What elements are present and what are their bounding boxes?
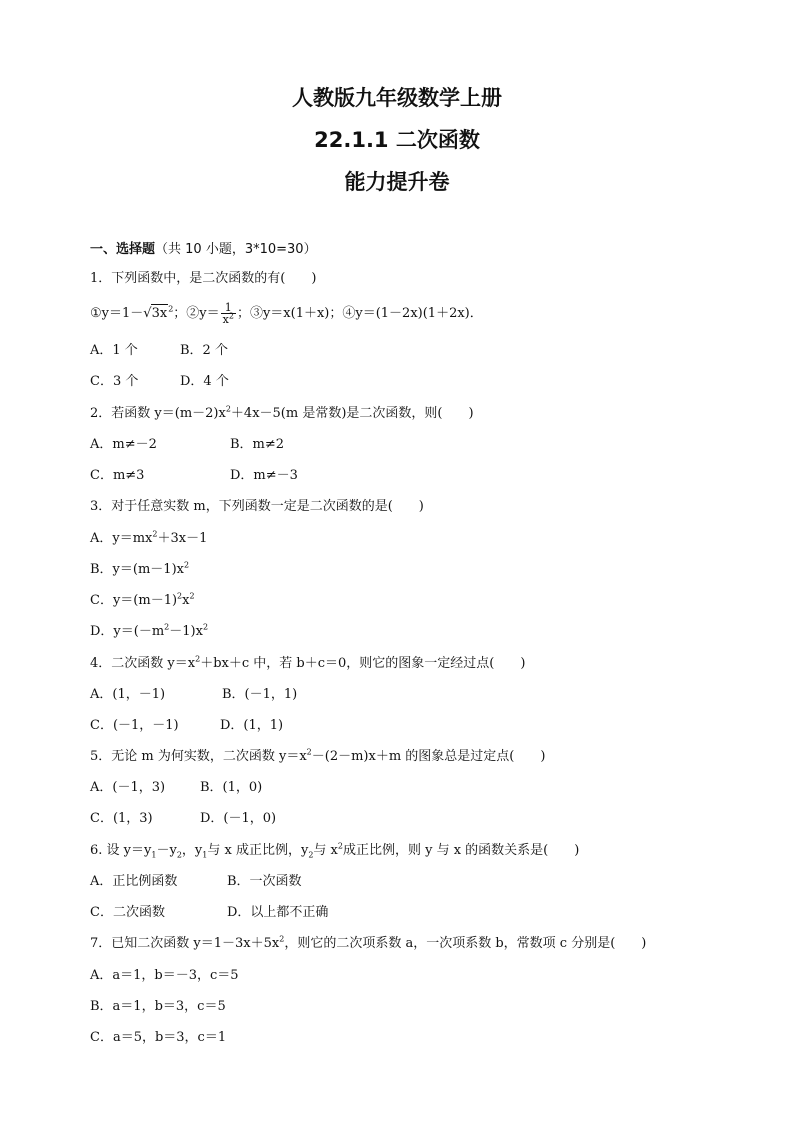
- option-d: D．4 个: [180, 374, 229, 389]
- question-4-options-cd: [90, 717, 283, 735]
- option-a: A．m≠－2: [90, 437, 157, 452]
- document-subtitle-2: 能力提升卷: [344, 170, 450, 194]
- question-7-option-c: C．a＝5，b＝3，c＝1: [90, 1030, 227, 1045]
- option-b: B．(1，0): [200, 780, 263, 795]
- option-a: A．1 个: [90, 343, 138, 358]
- question-5-stem: 5．无论 m 为何实数，二次函数 $y=x^2-(2-m)x+m$ 的图象总是过定点( ): [90, 747, 546, 764]
- question-6-options-cd: [90, 904, 328, 922]
- option-c: C．m≠3: [90, 468, 145, 483]
- option-c: C．(－1，－1): [90, 718, 179, 733]
- question-4-options-ab: [90, 686, 297, 704]
- question-3-option-a: A．$y=mx^2+3x-1$: [90, 529, 208, 546]
- question-1-stem: 1．下列函数中，是二次函数的有( ): [90, 271, 317, 286]
- question-3-stem: 3．对于任意实数 m，下列函数一定是二次函数的是( ): [90, 499, 424, 514]
- option-d: D．以上都不正确: [227, 905, 329, 920]
- question-5-options-cd: [90, 810, 276, 828]
- option-a: A．(－1，3): [90, 780, 166, 795]
- sqrt-symbol: √: [143, 306, 152, 321]
- option-d: D．(－1，0): [200, 811, 277, 826]
- option-b: B．一次函数: [227, 874, 302, 889]
- question-3-option-d: D．$y=(-m^2-1)x^2$: [90, 622, 209, 639]
- question-6-options-ab: [90, 873, 302, 891]
- option-c: C．(1，3): [90, 811, 153, 826]
- question-3-option-c: C．$y=(m-1)^2x^2$: [90, 591, 195, 608]
- option-d: D．m≠－3: [230, 468, 298, 483]
- question-1-options-cd: [90, 373, 229, 391]
- question-7-option-b: B．a＝1，b＝3，c＝5: [90, 999, 226, 1014]
- question-4-stem: 4．二次函数 $y=x^2+bx+c$ 中，若 b＋c＝0，则它的图象一定经过点( ): [90, 654, 526, 671]
- fraction: $\frac{1}{x^2}$: [222, 301, 234, 326]
- option-c: C．二次函数: [90, 905, 165, 920]
- section-note: （共 10 小题，3*10=30）: [155, 242, 317, 257]
- section-title: 一、选择题: [90, 242, 156, 257]
- question-7-stem: 7．已知二次函数 $y=1-3x+5x^2$，则它的二次项系数 a，一次项系数 b，常数项 c 分别是( ): [90, 934, 647, 951]
- option-a: A．正比例函数: [90, 874, 178, 889]
- section-heading: [90, 238, 317, 257]
- option-b: B．m≠2: [230, 437, 285, 452]
- document-title: 人教版九年级数学上册: [292, 86, 502, 110]
- option-b: B．(－1，1): [222, 687, 298, 702]
- question-1-options-ab: [90, 342, 228, 360]
- option-c: C．3 个: [90, 374, 139, 389]
- question-2-options-ab: [90, 436, 284, 454]
- document-subtitle: 22.1.1 二次函数: [314, 128, 480, 152]
- option-a: A．(1，－1): [90, 687, 166, 702]
- question-2-stem: 2．若函数 $y=(m-2)x^2+4x-5(m$ 是常数)是二次函数，则( ): [90, 404, 474, 421]
- question-1-items: $①y=1-√3x^2$；②y＝ $\frac{1}{x^2}$ ；③y＝x(1＋x)；④y＝(1－2x)(1＋2x)．: [90, 301, 483, 326]
- question-7-option-a: A．a＝1，b＝－3，c＝5: [90, 968, 239, 983]
- question-2-options-cd: [90, 467, 298, 485]
- question-5-options-ab: [90, 779, 262, 797]
- option-b: B．2 个: [180, 343, 228, 358]
- question-3-option-b: B．$y=(m-1)x^2$: [90, 560, 190, 577]
- option-d: D．(1，1): [220, 718, 284, 733]
- question-6-stem: 6. 设 $y=y_1-y_2$，$y_1$与 x 成正比例，$y_2$与 $x^2$成正比例，则 y 与 x 的函数关系是( ): [90, 841, 580, 860]
